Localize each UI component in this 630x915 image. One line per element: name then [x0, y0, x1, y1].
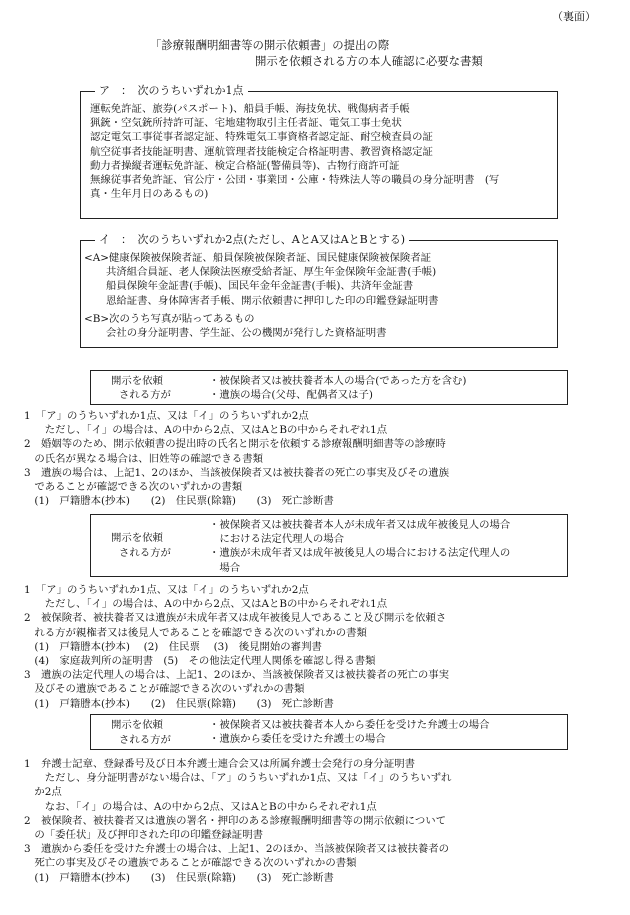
requester-items	[209, 374, 466, 402]
section-i-b-item: 会社の身分証明書、学生証、公の機関が発行した資格証明書	[106, 327, 387, 340]
note-line: (1) 戸籍謄本(抄本) (2) 住民票(除籍) (3) 死亡診断書	[24, 495, 334, 508]
note-line: 2 婚姻等のため、開示依頼書の提出時の氏名と開示を依頼する診療報酬明細書等の診療時	[24, 438, 446, 451]
requester-label: 開示を依頼	[111, 532, 163, 544]
requester-box-2	[90, 514, 568, 577]
requester-label: される方が	[119, 389, 171, 401]
section-i-a-item: 恩給証書、身体障害者手帳、開示依頼書に押印した印の印鑑登録証明書	[106, 294, 439, 307]
note-line: 1 「ア」のうちいずれか1点、又は「イ」のうちいずれか2点	[24, 410, 309, 422]
note-line: 3 遺族の法定代理人の場合は、上記1、2のほか、当該被保険者又は被扶養者の死亡の事実	[24, 669, 450, 682]
requester-item: ・被保険者又は被扶養者本人の場合(であった方を含む)	[209, 375, 467, 387]
requester-item: 場合	[209, 561, 241, 574]
section-a-frame	[80, 84, 558, 219]
section-i-legend: イ ： 次のうちいずれか2点(ただし、AとA又はAとBとする)	[95, 233, 409, 247]
section-a-legend: ア ： 次のうちいずれか1点	[95, 84, 248, 98]
requester-items	[209, 718, 490, 746]
note-line: の氏名が異なる場合は、旧姓等の確認できる書類	[24, 452, 263, 465]
requester-box-3	[90, 714, 568, 750]
note-line: 3 遺族の場合は、上記1、2のほか、当該被保険者又は被扶養者の死亡の事実及びその遺族	[24, 466, 450, 479]
requester-label: 開示を依頼	[111, 719, 163, 731]
section-i-frame	[80, 233, 558, 348]
note-line: ただし、「イ」の場合は、Aの中から2点、又はAとBの中からそれぞれ1点	[24, 424, 388, 437]
section-i-a-heading: <A>健康保険被保険者証、船員保険被保険者証、国民健康保険被保険者証	[84, 252, 432, 264]
requester-item: ・遺族の場合(父母、配偶者又は子)	[209, 389, 373, 402]
note-line: 1 「ア」のうちいずれか1点、又は「イ」のうちいずれか2点	[24, 584, 309, 596]
note-line: れる方が親権者又は後見人であることを確認できる次のいずれかの書類	[24, 626, 367, 639]
section-a-list	[90, 102, 551, 201]
note-line: 及びその遺族であることが確認できる次のいずれかの書類	[24, 683, 305, 696]
requester-item: ・遺族が未成年者又は成年被後見人の場合における法定代理人の	[209, 547, 511, 560]
requester-items	[209, 518, 510, 575]
requester-item: ・被保険者又は被扶養者本人が未成年者又は成年被後見人の場合	[209, 519, 511, 531]
note-line: (4) 家庭裁判所の証明書 (5) その他法定代理人関係を確認し得る書類	[24, 655, 376, 668]
notes-group-1	[24, 409, 600, 508]
section-i-b-heading: <B>次のうち写真が貼ってあるもの	[84, 312, 255, 325]
note-line: の「委任状」及び押印された印の印鑑登録証明書	[24, 829, 263, 842]
note-line: 1 弁護士記章、登録番号及び日本弁護士連合会又は所属弁護士会発行の身分証明書	[24, 758, 416, 770]
note-line: 3 遺族から委任を受けた弁護士の場合は、上記1、2のほか、当該被保険者又は被扶養者の	[24, 843, 450, 856]
section-a-item: 猟銃・空気銃所持許可証、宅地建物取引主任者証、電気工事士免状	[90, 117, 402, 130]
section-a-item: 動力者操縦者運転免許証、検定合格証(警備員等)、古物行商許可証	[90, 159, 400, 172]
document-title-line1: 「診療報酬明細書等の開示依頼書」の提出の際	[150, 38, 390, 52]
note-line: (1) 戸籍謄本(抄本) (2) 住民票(除籍) (3) 死亡診断書	[24, 697, 334, 710]
section-i-list	[84, 251, 553, 340]
section-a-item: 運転免許証、旅券(パスポート)、船員手帳、海技免状、戦傷病者手帳	[90, 103, 410, 115]
note-line: であることが確認できる次のいずれかの書類	[24, 481, 243, 494]
section-a-item: 航空従事者技能証明書、運航管理者技能検定合格証明書、教習資格認定証	[90, 145, 433, 158]
note-line: ただし、身分証明書がない場合は、「ア」のうちいずれか1点、又は「イ」のうちいずれ	[24, 772, 452, 785]
note-line: 2 被保険者、被扶養者又は遺族の署名・押印のある診療報酬明細書等の開示依頼について	[24, 814, 447, 827]
note-line: ただし、「イ」の場合は、Aの中から2点、又はAとBの中からそれぞれ1点	[24, 598, 388, 611]
requester-item: ・被保険者又は被扶養者本人から委任を受けた弁護士の場合	[209, 719, 490, 731]
requester-label: 開示を依頼	[111, 375, 163, 387]
note-line: (1) 戸籍謄本(抄本) (2) 住民票 (3) 後見開始の審判書	[24, 640, 322, 653]
notes-group-2	[24, 583, 600, 711]
note-line: 2 被保険者、被扶養者又は遺族が未成年者又は成年被後見人であること及び開示を依頼さ	[24, 612, 447, 625]
requester-label: される方が	[119, 734, 171, 746]
note-line: (1) 戸籍謄本(抄本) (3) 住民票(除籍) (3) 死亡診断書	[24, 871, 334, 884]
note-line: か2点	[24, 786, 62, 799]
note-line: 死亡の事実及びその遺族であることが確認できる次のいずれかの書類	[24, 857, 357, 870]
notes-group-3	[24, 757, 600, 885]
requester-box-1	[90, 370, 568, 405]
requester-item: における法定代理人の場合	[209, 533, 345, 546]
requester-item: ・遺族から委任を受けた弁護士の場合	[209, 733, 386, 746]
note-line: なお、「イ」の場合は、Aの中から2点、又はAとBの中からそれぞれ1点	[24, 800, 377, 813]
requester-label: される方が	[119, 547, 171, 559]
section-i-a-item: 船員保険年金証書(手帳)、国民年金年金証書(手帳)、共済年金証書	[106, 280, 414, 293]
section-a-item: 真・生年月日のあるもの)	[90, 188, 209, 201]
section-a-item: 認定電気工事従事者認定証、特殊電気工事資格者認定証、耐空検査員の証	[90, 131, 433, 144]
section-a-item: 無線従事者免許証、官公庁・公団・事業団・公庫・特殊法人等の職員の身分証明書 (写	[90, 174, 500, 187]
section-i-a-item: 共済組合員証、老人保険法医療受給者証、厚生年金保険年金証書(手帳)	[106, 266, 437, 279]
document-title-line2: 開示を依頼される方の本人確認に必要な書類	[255, 54, 483, 68]
page-side-label: （裏面）	[552, 10, 596, 23]
